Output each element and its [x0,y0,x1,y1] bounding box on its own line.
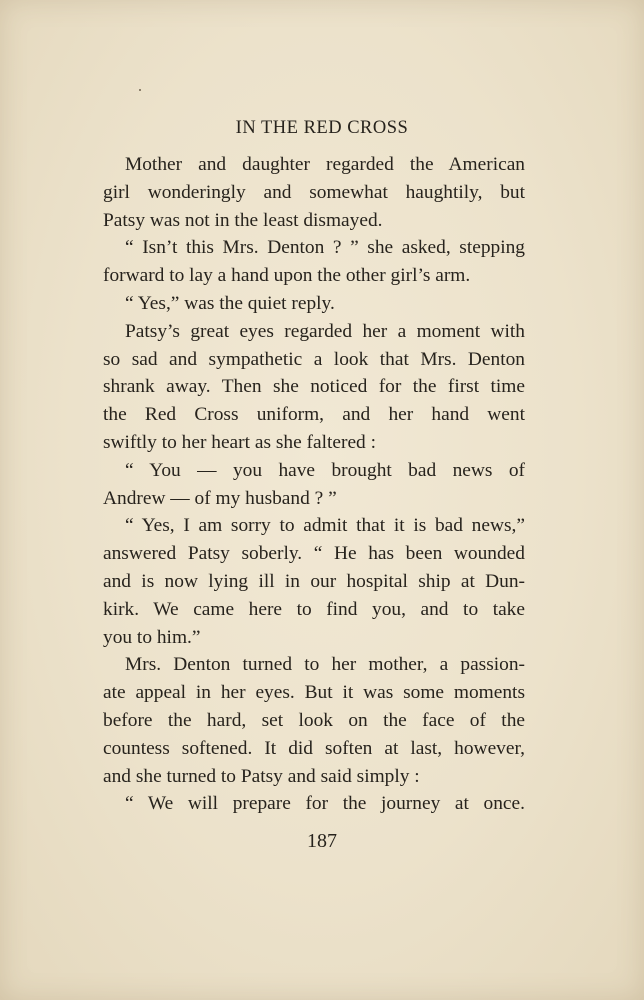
text-line: “ Isn’t this Mrs. Denton ? ” she asked, stepping [125,237,525,259]
text-line: countess softened. It did soften at last, however, [103,737,525,759]
text-line: girl wonderingly and somewhat haughtily, but [103,181,525,203]
text-line: “ Yes, I am sorry to admit that it is bad news,” [125,515,525,537]
text-line: you to him.” [103,626,201,648]
text-line: and is now lying ill in our hospital ship at Dun- [103,570,525,592]
text-line: Patsy was not in the least dismayed. [103,209,383,231]
text-line: forward to lay a hand upon the other girl’s arm. [103,265,471,287]
text-line: “ Yes,” was the quiet reply. [125,292,335,314]
text-line: so sad and sympathetic a look that Mrs. Denton [103,348,525,370]
page-number: 187 [307,830,337,852]
text-line: “ You — you have brought bad news of [125,459,525,481]
text-line: before the hard, set look on the face of the [103,709,525,731]
text-line: and she turned to Patsy and said simply : [103,765,420,787]
text-line: kirk. We came here to find you, and to take [103,598,525,620]
text-line: “ We will prepare for the journey at once. [125,793,525,815]
text-line: swiftly to her heart as she faltered : [103,431,376,453]
text-line: Patsy’s great eyes regarded her a moment with [125,320,525,342]
text-line: Mrs. Denton turned to her mother, a passion- [125,654,525,676]
body-text [103,151,525,818]
text-line: ate appeal in her eyes. But it was some moments [103,682,525,704]
text-line: Andrew — of my husband ? ” [103,487,337,509]
running-head: IN THE RED CROSS [235,118,409,138]
text-line: Mother and daughter regarded the American [125,154,525,175]
ink-speck [139,89,141,91]
text-line: the Red Cross uniform, and her hand went [103,404,525,426]
text-line: answered Patsy soberly. “ He has been wounded [103,543,525,565]
text-line: shrank away. Then she noticed for the first time [103,376,525,398]
